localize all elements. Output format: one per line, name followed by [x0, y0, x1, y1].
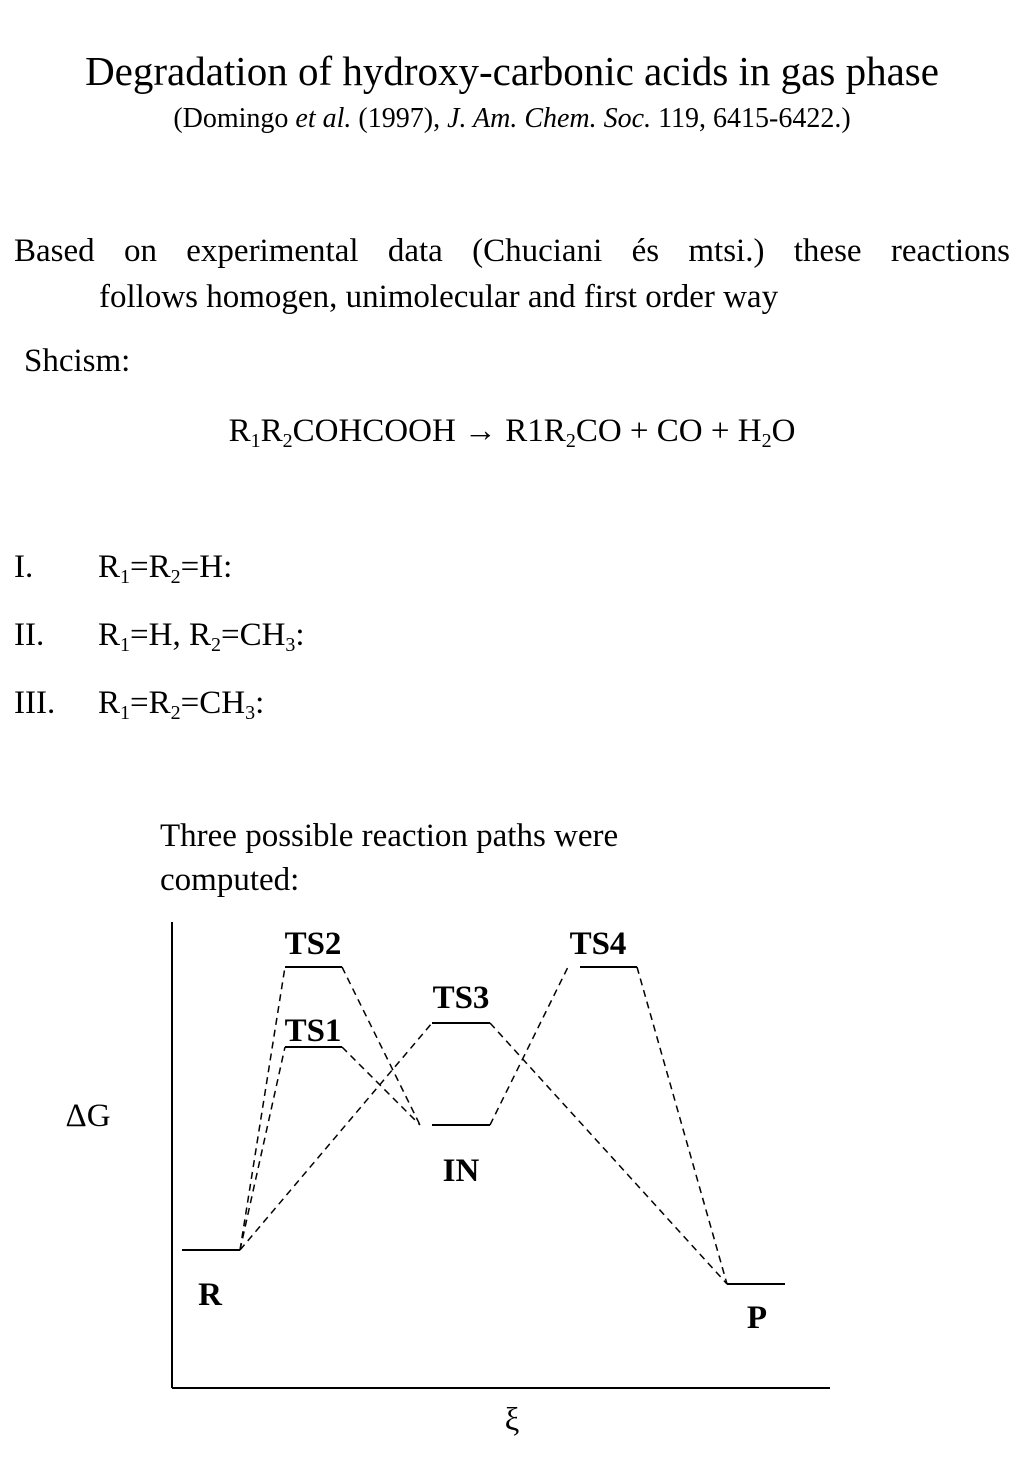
case-part: R: [98, 685, 121, 721]
label-ts3: TS3: [432, 980, 490, 1016]
path-ts4-p: [637, 967, 727, 1284]
eq-sub: 1: [250, 430, 261, 452]
label-ts1: TS1: [284, 1013, 342, 1049]
case-number: I.: [14, 549, 34, 585]
path-ts1-in: [342, 1047, 420, 1125]
label-ts4: TS4: [569, 926, 627, 962]
eq-sub: 2: [565, 430, 576, 452]
case-part: =R: [130, 685, 171, 721]
citation-open: (Domingo: [173, 103, 296, 134]
arrow-icon: →: [464, 413, 498, 449]
case-part: :: [255, 685, 265, 721]
eq-part: O: [771, 413, 796, 449]
eq-part: R: [260, 413, 283, 449]
label-in: IN: [442, 1153, 480, 1189]
case-part: =R: [130, 549, 171, 585]
caption-line-2: computed:: [160, 862, 300, 898]
eq-part: R1R: [497, 413, 566, 449]
path-ts2-in: [342, 967, 420, 1125]
eq-part: COHCOOH: [292, 413, 465, 449]
case-sub: 3: [285, 634, 296, 656]
case-number: II.: [14, 617, 45, 653]
path-r-ts2: [240, 967, 285, 1250]
case-sub: 1: [120, 634, 131, 656]
citation-etal: et al.: [295, 103, 352, 134]
path-in-ts4: [490, 967, 568, 1125]
case-sub: 3: [245, 702, 256, 724]
intro-line-1: Based on experimental data (Chuciani és mtsi.) these reactions: [14, 233, 1010, 269]
case-sub: 2: [170, 566, 181, 588]
citation-rest: 119, 6415-6422.): [651, 103, 851, 134]
eq-sub: 2: [761, 430, 772, 452]
case-part: =H:: [180, 549, 233, 585]
case-part: R: [98, 617, 121, 653]
case-sub: 2: [210, 634, 221, 656]
eq-part: R: [228, 413, 251, 449]
eq-part: CO + CO + H: [575, 413, 762, 449]
case-part: :: [295, 617, 305, 653]
eq-sub: 2: [282, 430, 293, 452]
case-number: III.: [14, 685, 56, 721]
page-title: Degradation of hydroxy-carbonic acids in gas phase: [85, 48, 939, 94]
intro-line-2: follows homogen, unimolecular and first order way: [99, 279, 779, 315]
scheme-label: Shcism:: [24, 343, 131, 379]
case-sub: 1: [120, 702, 131, 724]
citation-journal: J. Am. Chem. Soc.: [447, 103, 652, 134]
case-part: =CH: [180, 685, 246, 721]
case-sub: 1: [120, 566, 131, 588]
case-part: =H, R: [130, 617, 211, 653]
y-axis-label: ΔG: [65, 1098, 111, 1134]
label-r: R: [198, 1277, 222, 1313]
case-part: R: [98, 549, 121, 585]
caption-line-1: Three possible reaction paths were: [160, 818, 619, 854]
path-ts3-p: [490, 1023, 727, 1284]
label-p: P: [746, 1300, 768, 1336]
x-axis-label: ξ: [504, 1402, 520, 1438]
path-r-ts3: [240, 1023, 432, 1250]
case-part: =CH: [220, 617, 286, 653]
case-sub: 2: [170, 702, 181, 724]
citation-year: (1997),: [351, 103, 448, 134]
label-ts2: TS2: [284, 926, 342, 962]
path-r-ts1: [240, 1047, 285, 1250]
